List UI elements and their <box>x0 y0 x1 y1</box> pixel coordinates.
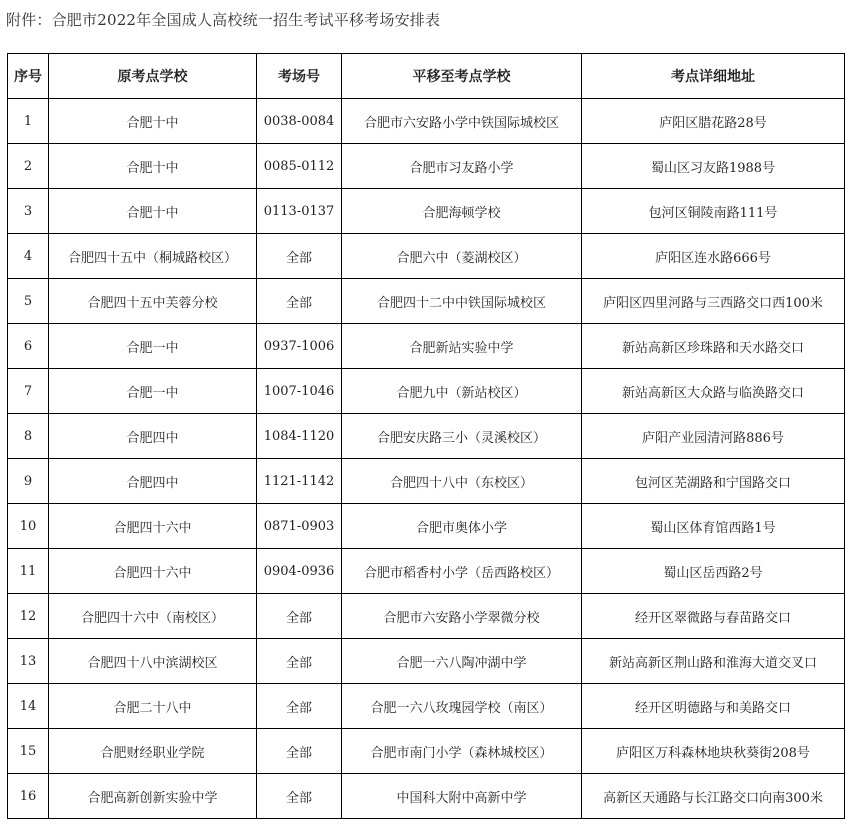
cell-index: 8 <box>8 414 49 459</box>
cell-address: 新站高新区荆山路和淮海大道交叉口 <box>582 639 845 684</box>
cell-address: 庐阳区腊花路28号 <box>582 99 845 144</box>
table-row <box>8 324 845 369</box>
cell-original-school: 合肥四十五中（桐城路校区） <box>49 234 257 279</box>
cell-index: 4 <box>8 234 49 279</box>
cell-address: 庐阳区四里河路与三西路交口西100米 <box>582 279 845 324</box>
cell-room-number: 全部 <box>257 279 342 324</box>
cell-room-number: 0085-0112 <box>257 144 342 189</box>
cell-room-number: 0871-0903 <box>257 504 342 549</box>
cell-new-school: 合肥一六八玫瑰园学校（南区） <box>342 684 582 729</box>
cell-new-school: 合肥市六安路小学中铁国际城校区 <box>342 99 582 144</box>
cell-address: 经开区明德路与和美路交口 <box>582 684 845 729</box>
table-row <box>8 234 845 279</box>
cell-address: 庐阳产业园清河路886号 <box>582 414 845 459</box>
cell-new-school: 合肥一六八陶冲湖中学 <box>342 639 582 684</box>
cell-original-school: 合肥一中 <box>49 324 257 369</box>
cell-index: 3 <box>8 189 49 234</box>
header-new-school: 平移至考点学校 <box>342 54 582 99</box>
cell-address: 蜀山区体育馆西路1号 <box>582 504 845 549</box>
table-row <box>8 594 845 639</box>
cell-new-school: 合肥海顿学校 <box>342 189 582 234</box>
cell-original-school: 合肥一中 <box>49 369 257 414</box>
cell-new-school: 合肥九中（新站校区） <box>342 369 582 414</box>
table-row <box>8 189 845 234</box>
cell-new-school: 中国科大附中高新中学 <box>342 774 582 819</box>
cell-new-school: 合肥市稻香村小学（岳西路校区） <box>342 549 582 594</box>
cell-new-school: 合肥四十八中（东校区） <box>342 459 582 504</box>
cell-original-school: 合肥四十六中 <box>49 504 257 549</box>
cell-index: 10 <box>8 504 49 549</box>
cell-new-school: 合肥市南门小学（森林城校区） <box>342 729 582 774</box>
header-original-school: 原考点学校 <box>49 54 257 99</box>
cell-room-number: 全部 <box>257 729 342 774</box>
cell-original-school: 合肥十中 <box>49 144 257 189</box>
cell-new-school: 合肥六中（菱湖校区） <box>342 234 582 279</box>
cell-new-school: 合肥安庆路三小（灵溪校区） <box>342 414 582 459</box>
cell-original-school: 合肥四十六中（南校区） <box>49 594 257 639</box>
table-row <box>8 549 845 594</box>
cell-index: 13 <box>8 639 49 684</box>
cell-index: 16 <box>8 774 49 819</box>
cell-room-number: 全部 <box>257 594 342 639</box>
table-row <box>8 99 845 144</box>
cell-original-school: 合肥财经职业学院 <box>49 729 257 774</box>
cell-room-number: 0937-1006 <box>257 324 342 369</box>
cell-address: 庐阳区万科森林地块秋葵街208号 <box>582 729 845 774</box>
cell-room-number: 全部 <box>257 684 342 729</box>
cell-new-school: 合肥新站实验中学 <box>342 324 582 369</box>
cell-index: 2 <box>8 144 49 189</box>
cell-original-school: 合肥四中 <box>49 459 257 504</box>
header-address: 考点详细地址 <box>582 54 845 99</box>
cell-original-school: 合肥四十八中滨湖校区 <box>49 639 257 684</box>
document-caption: 附件：合肥市2022年全国成人高校统一招生考试平移考场安排表 <box>6 11 441 29</box>
cell-original-school: 合肥二十八中 <box>49 684 257 729</box>
table-body <box>8 99 845 819</box>
cell-room-number: 0038-0084 <box>257 99 342 144</box>
table-row <box>8 459 845 504</box>
table-row <box>8 369 845 414</box>
exam-room-table <box>7 53 845 819</box>
cell-original-school: 合肥十中 <box>49 189 257 234</box>
cell-new-school: 合肥市奥体小学 <box>342 504 582 549</box>
cell-index: 15 <box>8 729 49 774</box>
cell-original-school: 合肥四十六中 <box>49 549 257 594</box>
table-row <box>8 414 845 459</box>
cell-address: 新站高新区大众路与临涣路交口 <box>582 369 845 414</box>
cell-room-number: 1007-1046 <box>257 369 342 414</box>
cell-index: 9 <box>8 459 49 504</box>
cell-room-number: 全部 <box>257 774 342 819</box>
cell-index: 11 <box>8 549 49 594</box>
table-row <box>8 639 845 684</box>
cell-index: 5 <box>8 279 49 324</box>
cell-address: 蜀山区岳西路2号 <box>582 549 845 594</box>
table-row <box>8 729 845 774</box>
cell-address: 经开区翠微路与春苗路交口 <box>582 594 845 639</box>
cell-index: 6 <box>8 324 49 369</box>
cell-address: 包河区铜陵南路111号 <box>582 189 845 234</box>
cell-address: 蜀山区习友路1988号 <box>582 144 845 189</box>
table-row <box>8 504 845 549</box>
cell-room-number: 0113-0137 <box>257 189 342 234</box>
cell-index: 14 <box>8 684 49 729</box>
cell-room-number: 全部 <box>257 234 342 279</box>
cell-new-school: 合肥四十二中中铁国际城校区 <box>342 279 582 324</box>
header-index: 序号 <box>8 54 49 99</box>
cell-new-school: 合肥市习友路小学 <box>342 144 582 189</box>
table-row <box>8 774 845 819</box>
table-row <box>8 144 845 189</box>
table-row <box>8 684 845 729</box>
cell-address: 高新区天通路与长江路交口向南300米 <box>582 774 845 819</box>
cell-index: 7 <box>8 369 49 414</box>
table-header-row <box>8 54 845 99</box>
table-row <box>8 279 845 324</box>
cell-room-number: 1121-1142 <box>257 459 342 504</box>
cell-room-number: 1084-1120 <box>257 414 342 459</box>
cell-index: 1 <box>8 99 49 144</box>
cell-original-school: 合肥四十五中芙蓉分校 <box>49 279 257 324</box>
cell-original-school: 合肥十中 <box>49 99 257 144</box>
cell-address: 包河区芜湖路和宁国路交口 <box>582 459 845 504</box>
cell-address: 新站高新区珍珠路和天水路交口 <box>582 324 845 369</box>
cell-original-school: 合肥高新创新实验中学 <box>49 774 257 819</box>
cell-address: 庐阳区连水路666号 <box>582 234 845 279</box>
cell-index: 12 <box>8 594 49 639</box>
cell-room-number: 0904-0936 <box>257 549 342 594</box>
cell-original-school: 合肥四中 <box>49 414 257 459</box>
cell-new-school: 合肥市六安路小学翠微分校 <box>342 594 582 639</box>
header-room-number: 考场号 <box>257 54 342 99</box>
cell-room-number: 全部 <box>257 639 342 684</box>
